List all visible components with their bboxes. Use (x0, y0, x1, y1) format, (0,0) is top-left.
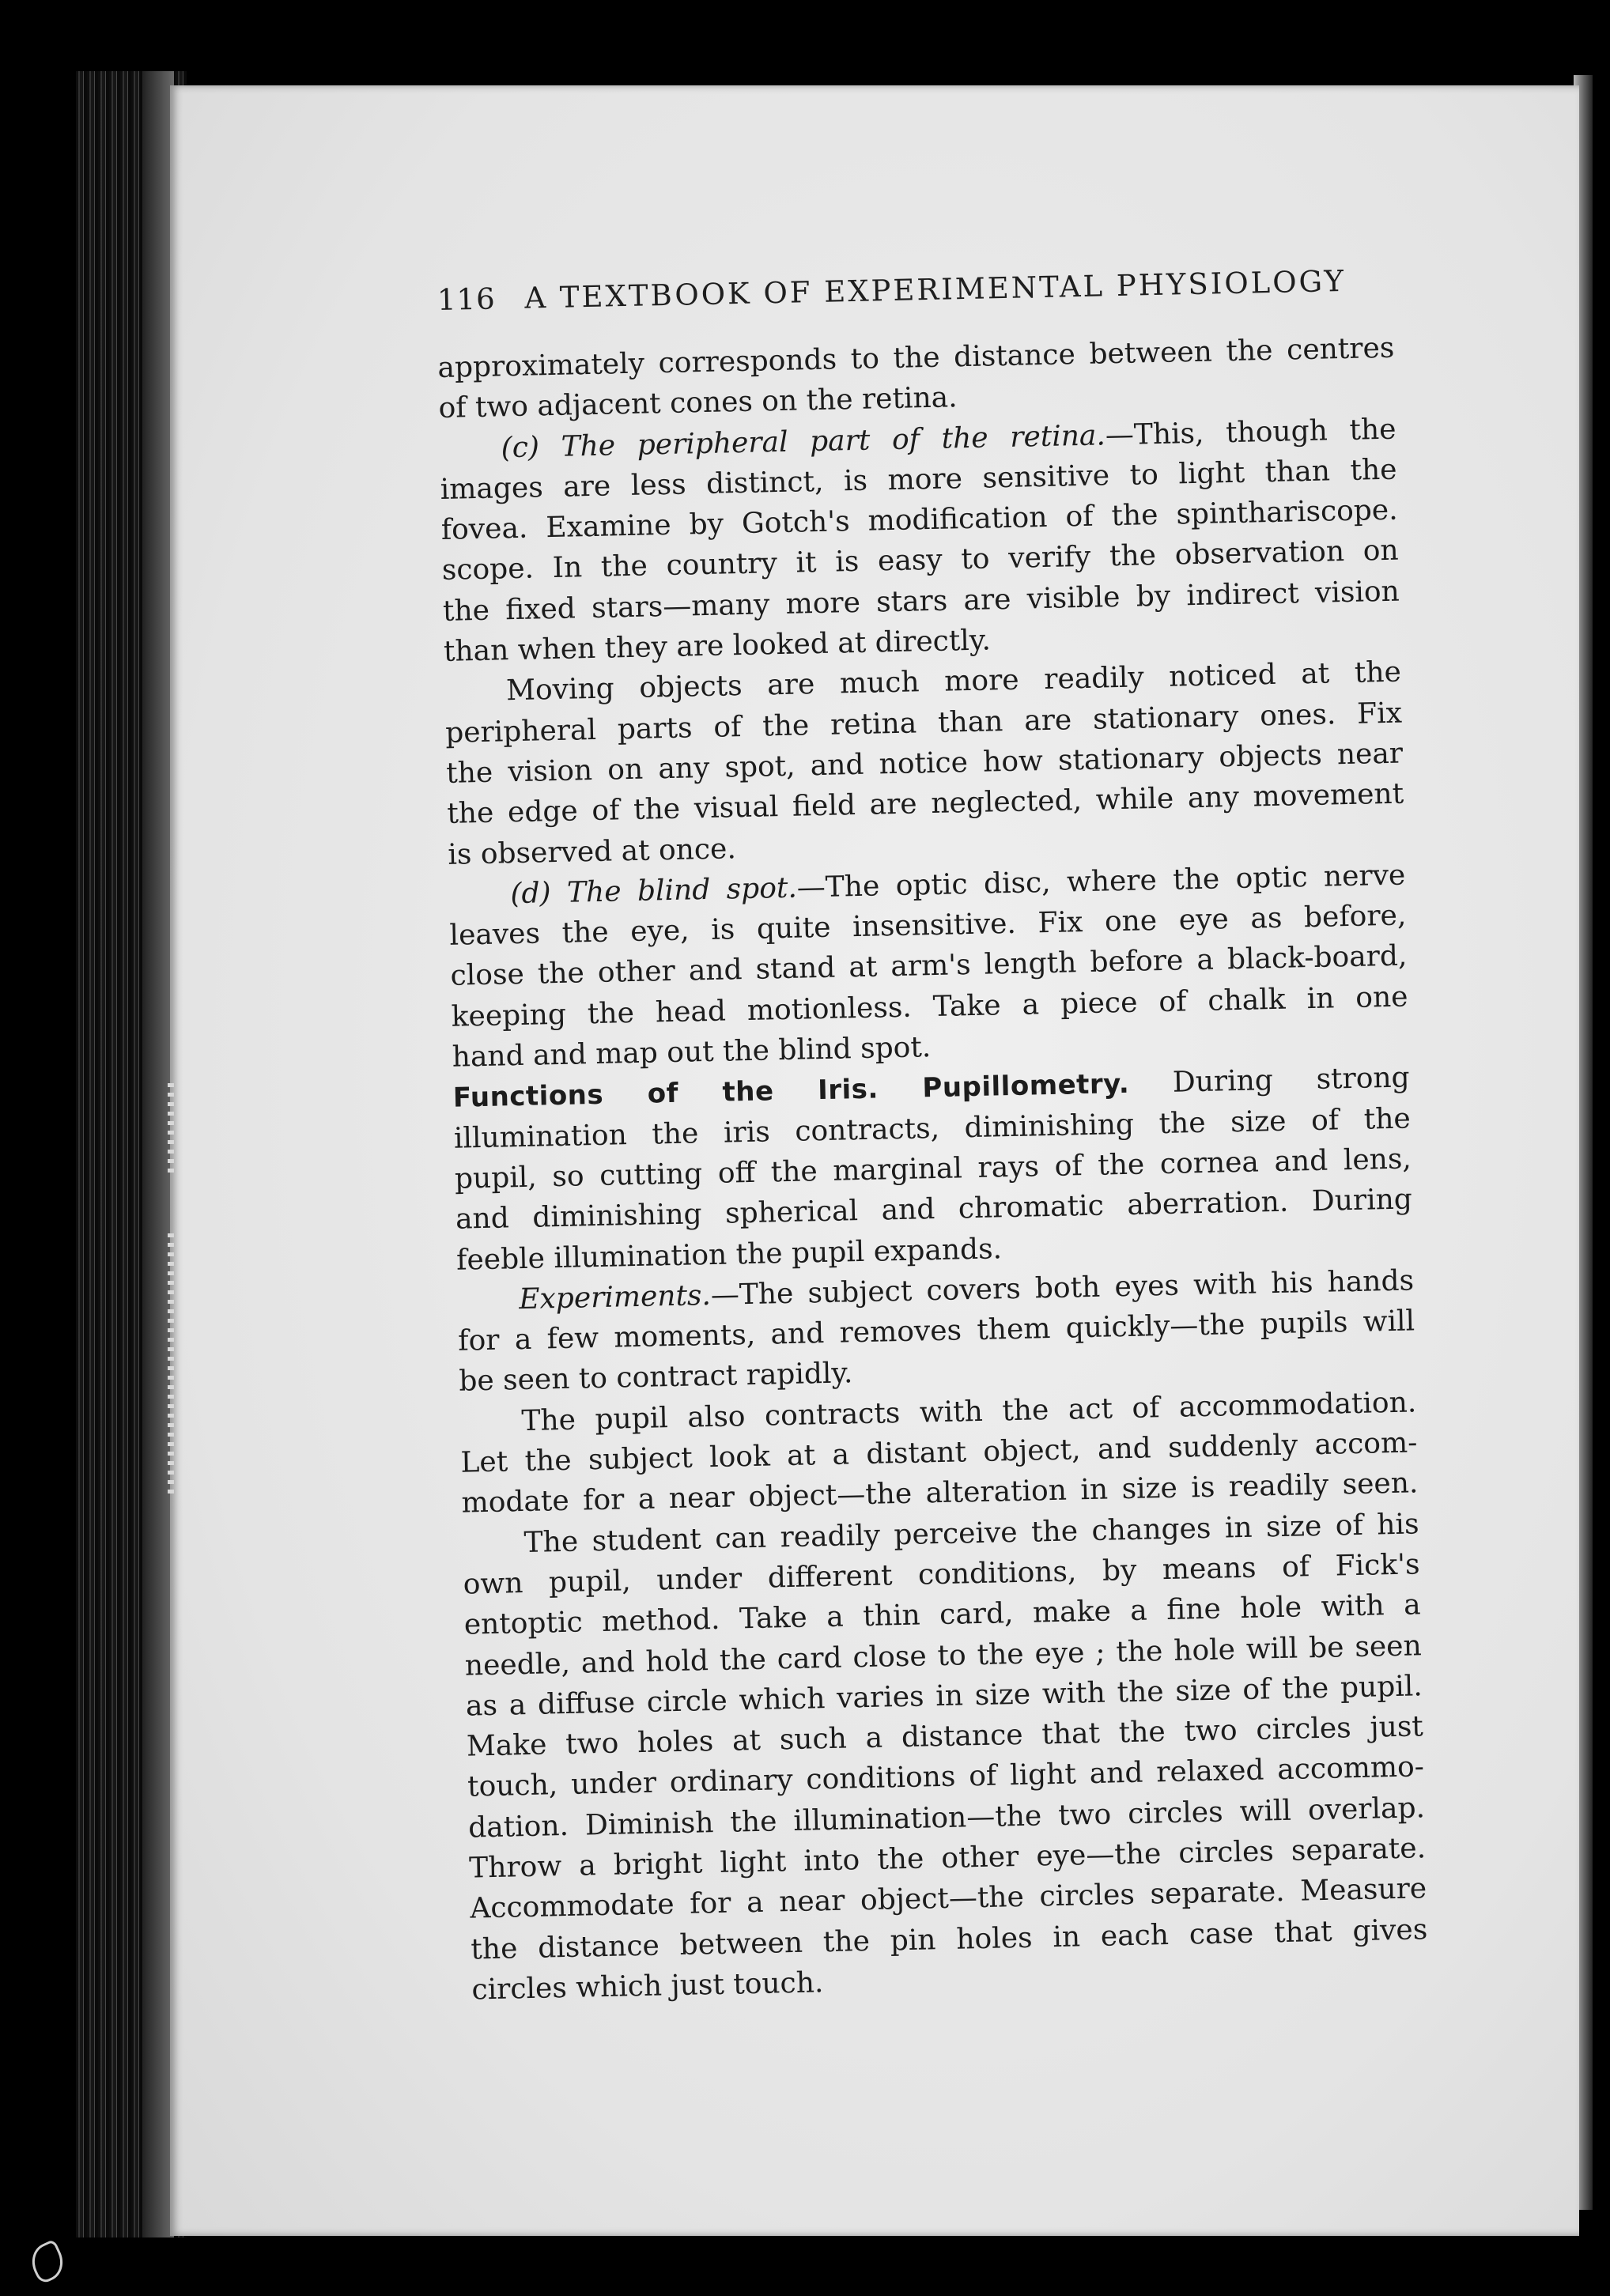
line-text: is observed at once. (447, 832, 737, 871)
italic-subheading: (d) The blind spot. (510, 871, 798, 911)
line-text: the distance between the pin holes in each case that gives (471, 1913, 1428, 1966)
line-text: scope. In the country it is easy to verify the observation on (441, 534, 1400, 587)
italic-subheading: (c) The peripheral part of the retina. (501, 418, 1106, 464)
page-number: 116 (437, 281, 497, 317)
line-text: —The optic disc, where the optic nerve (796, 859, 1406, 904)
line-text: The pupil also contracts with the act of accommodation. (521, 1386, 1417, 1437)
line-text: hand and map out the blind spot. (452, 1031, 932, 1074)
line-text: approximately corresponds to the distance between the centres (437, 331, 1395, 384)
line-text: needle, and hold the card close to the eye ; the hole will be seen (464, 1629, 1423, 1682)
italic-subheading: Experiments. (518, 1278, 712, 1316)
line-text: as a diffuse circle which varies in size with the size of the pupil. (465, 1670, 1423, 1723)
line-text: modate for a near object—the alteration in size is readily seen. (461, 1467, 1419, 1520)
line-text: Make two holes at such a distance that the two circles just (466, 1710, 1424, 1763)
line-text: keeping the head motionless. Take a piece of chalk in one (451, 980, 1408, 1033)
line-text: Throw a bright light into the other eye—the circles separate. (468, 1832, 1427, 1885)
line-text: Let the subject look at a distant object, and suddenly accom- (460, 1426, 1418, 1479)
line-text: than when they are looked at directly. (443, 624, 992, 668)
line-text: circles which just touch. (471, 1966, 824, 2007)
line-text: Moving objects are much more readily noticed at the (505, 655, 1402, 708)
line-text: dation. Diminish the illumination—the two circles will overlap. (467, 1791, 1426, 1845)
line-text: —This, though the (1105, 413, 1396, 451)
line-text: for a few moments, and removes them quickly—the pupils will (457, 1305, 1415, 1358)
body-text (437, 328, 1429, 2011)
line-text: The student can readily perceive the changes in size of his (523, 1507, 1419, 1559)
line-text: close the other and stand at arm's length before a black-board, (450, 939, 1408, 993)
line-text: own pupil, under different conditions, by means of Fick's (463, 1548, 1420, 1601)
line-text: the edge of the visual field are neglected, while any movement (446, 777, 1404, 831)
margin-marks (168, 1083, 174, 1178)
line-text: —The subject covers both eyes with his hands (710, 1264, 1415, 1312)
line-text: and diminishing spherical and chromatic aberration. During (455, 1183, 1413, 1236)
running-title: A TEXTBOOK OF EXPERIMENTAL PHYSIOLOGY (523, 263, 1347, 315)
line-text: feeble illumination the pupil expands. (455, 1232, 1003, 1277)
line-text: the fixed stars—many more stars are visible by indirect vision (442, 575, 1400, 628)
line-text: entoptic method. Take a thin card, make a fine hole with a (463, 1588, 1422, 1641)
line-text: pupil, so cutting off the marginal rays of the cornea and lens, (454, 1142, 1412, 1195)
line-text: fovea. Examine by Gotch's modification of the spinthariscope. (440, 493, 1398, 547)
line-text: of two adjacent cones on the retina. (438, 381, 958, 425)
line-text: touch, under ordinary conditions of light and relaxed accommo- (467, 1750, 1425, 1803)
line-text: leaves the eye, is quite insensitive. Fix one eye as before, (449, 899, 1407, 952)
line-text: During strong (1172, 1061, 1411, 1100)
line-text: be seen to contract rapidly. (458, 1357, 853, 1399)
line-text: Accommodate for a near object—the circles separate. Measure (469, 1872, 1427, 1925)
line-text: illumination the iris contracts, diminishing the size of the (453, 1102, 1412, 1155)
section-heading: Functions of the Iris. Pupillometry. (452, 1068, 1130, 1115)
line-text: the vision on any spot, and notice how stationary objects near (445, 737, 1404, 790)
line-text: peripheral parts of the retina than are stationary ones. Fix (444, 697, 1403, 750)
margin-marks (168, 1233, 174, 1494)
line-text: images are less distinct, is more sensitive to light than the (440, 453, 1397, 506)
